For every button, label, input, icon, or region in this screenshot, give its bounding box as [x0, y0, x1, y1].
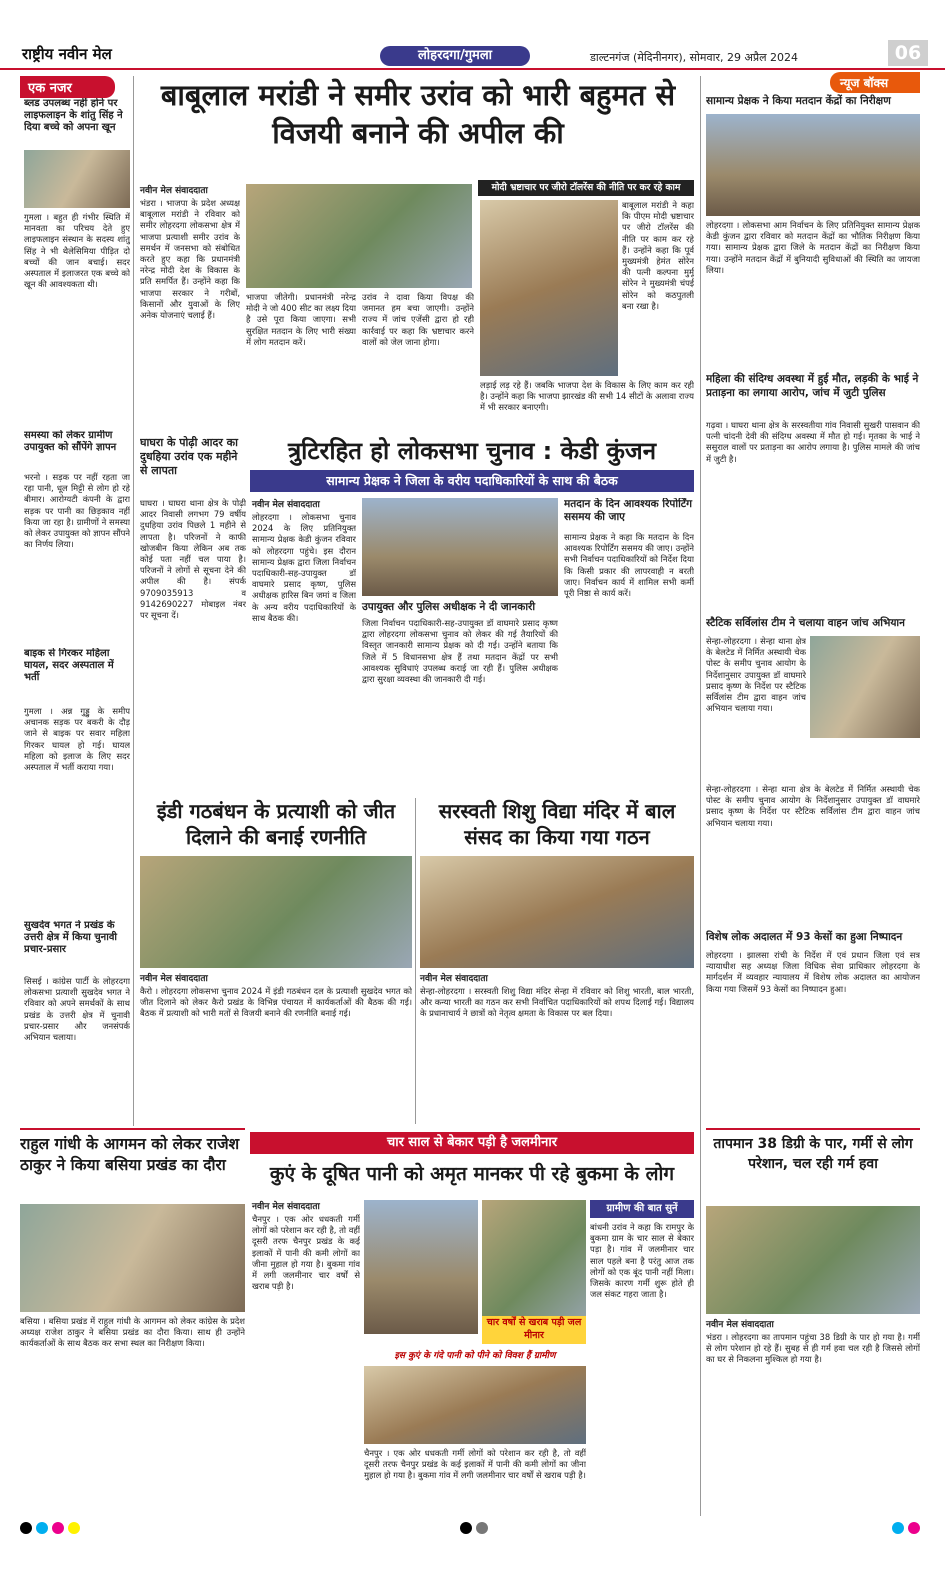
- kedi-byline: नवीन मेल संवाददाता: [252, 500, 320, 510]
- left-box-title-wrap: [20, 76, 115, 98]
- ghaghra-body: घाघरा । घाघरा थाना क्षेत्र के पोढ़ी आदर निवासी लगभग 79 वर्षीय दुधहिया उरांव पिछले 1 महीने से लापता है। परिजनों ने काफी खोजबीन किया लेकिन अब तक कोई पता नहीं चल पाया है। परिजनों ने लोगों से सूचना देने की अपील की है। संपर्क 9709035913 व 9142690227 मोबाइल नंबर पर सूचना दें।: [140, 498, 246, 621]
- kedi-side-body: सामान्य प्रेक्षक ने कहा कि मतदान के दिन आवश्यक रिपोर्टिंग ससमय की जाए। उन्होंने सभी निर्वाचन पदाधिकारियों को निर्देश दिया कि किसी प्रकार की लापरवाही न बरती जाए। निर्वाचन कार्य में शामिल सभी कर्मी पूरी निष्ठा से कार्य करें।: [564, 532, 694, 599]
- lead-body: भंडरा । भाजपा के प्रदेश अध्यक्ष बाबूलाल मरांडी ने रविवार को समीर लोहरदगा लोकसभा क्षेत्र में भाजपा प्रत्याशी समीर उरांव के समर्थन में जनसभा को संबोधित करते हुए कहा कि प्रधानमंत्री नरेन्द्र मोदी देश के विकास के प्रति समर्पित हैं। उन्होंने कहा कि भाजपा सरकार ने गरीबों, किसानों और युवाओं के लिए अनेक योजनाएं चलाई हैं।: [140, 198, 240, 321]
- left-story4-headline: सुखदेव भगत ने प्रखंड के उत्तरी क्षेत्र में किया चुनावी प्रचार-प्रसार: [24, 920, 117, 955]
- lead-photo: [246, 184, 472, 288]
- column-rule-right: [700, 76, 701, 1516]
- lead-side-photo: [480, 200, 618, 376]
- right-story4-headline: विशेष लोक अदालत में 93 केसों का हुआ निष्पादन: [706, 931, 903, 943]
- left-story1-headline: ब्लड उपलब्ध नहीं होने पर लाइफलाइन के शांतु सिंह ने दिया बच्चे को अपना खून: [24, 98, 123, 133]
- right-story4-body: लोहरदगा । झालसा रांची के निर्देश में एवं प्रधान जिला एवं सत्र न्यायाधीश सह अध्यक्ष जिला विधिक सेवा प्राधिकार लोहरदगा के मार्गदर्शन में व्यवहार न्यायालय में विशेष लोक अदालत का आयोजन किया गया जिसमें 93 केसों का निष्पादन हुआ।: [706, 950, 920, 994]
- kedi-body-2: जिला निर्वाचन पदाधिकारी-सह-उपायुक्त डॉ वाघमारे प्रसाद कृष्ण द्वारा लोहरदगा लोकसभा चुनाव को लेकर की गई तैयारियों की विस्तृत जानकारी सामान्य प्रेक्षक को दी गई। उन्होंने बताया कि जिले में 5 विधानसभा क्षेत्र हैं तथा मतदान केंद्रों पर सभी आवश्यक सुविधाएं उपलब्ध कराई जा रही हैं। पुलिस अधीक्षक द्वारा सुरक्षा व्यवस्था की जानकारी दी गई।: [362, 618, 558, 685]
- well-body-continued: चैनपुर । एक ओर धधकती गर्मी लोगों को परेशान कर रही है, तो वहीं दूसरी तरफ चैनपुर प्रखंड के कई इलाकों में पानी की कमी लोगों का जीना मुहाल हो गया है। बुकमा गांव में लगी जलमीनार चार वर्षों से खराब पड़ी है।: [364, 1448, 586, 1481]
- lead-body-2: भाजपा जीतेगी। प्रधानमंत्री नरेन्द्र मोदी ने जो 400 सीट का लक्ष्य दिया है उसे पूरा किया जाएगा। सभी सुरक्षित मतदान के लिए भारी संख्या में लोग मतदान करें।: [246, 292, 356, 347]
- color-swatch-cyan: [36, 1522, 48, 1534]
- right-story5-headline: तापमान 38 डिग्री के पार, गर्मी से लोग परेशान, चल रही गर्म हवा: [713, 1136, 913, 1172]
- left-box-title: एक नजर: [20, 76, 115, 98]
- left-story3-body: गुमला । अन्न गुड्डु के समीप अचानक सड़क पर बकरी के दौड़ जाने से बाइक पर सवार महिला गिरकर घायल हो गई। घायल महिला को इलाज के लिए सदर अस्पताल में भर्ती कराया गया।: [24, 706, 130, 773]
- lead-body-3: उरांव ने दावा किया विपक्ष की जमानत हम बचा जाएगी। उन्होंने राज्य में जांच एजेंसी द्वारा हो रही कार्रवाई पर कहा कि भ्रष्टाचार करने वालों को जेल जाना होगा।: [362, 292, 474, 347]
- right-story1-body: लोहरदगा । लोकसभा आम निर्वाचन के लिए प्रतिनियुक्त सामान्य प्रेक्षक केडी कुंजन द्वारा रविवार को मतदान केंद्रों का भौतिक निरीक्षण किया गया। सामान्य प्रेक्षक द्वारा जिले के मतदान केंद्रों का निरीक्षण किया गया। उन्होंने मतदान केंद्रों में बुनियादी सुविधाओं की स्थिति का जायजा लिया।: [706, 220, 920, 275]
- kedi-side-headline: मतदान के दिन आवश्यक रिपोर्टिंग ससमय की जाए: [564, 498, 693, 523]
- india-photo: [140, 856, 412, 968]
- left-story2-headline: समस्या को लेकर ग्रामीण उपायुक्त को सौंपेंगे ज्ञापन: [24, 430, 117, 453]
- color-swatch-cyan-right: [892, 1522, 904, 1534]
- india-headline: इंडी गठबंधन के प्रत्याशी को जीत दिलाने की बनाई रणनीति: [156, 799, 396, 849]
- masthead: राष्ट्रीय नवीन मेल: [22, 45, 112, 63]
- rahul-photo: [20, 1204, 245, 1312]
- kedi-photo-caption: उपायुक्त और पुलिस अधीक्षक ने दी जानकारी: [362, 601, 536, 613]
- well-body: चैनपुर । एक ओर धधकती गर्मी लोगों को परेशान कर रही है, तो वहीं दूसरी तरफ चैनपुर प्रखंड के कई इलाकों में पानी की कमी लोगों का जीना मुहाल हो गया है। बुकमा गांव में लगी जलमीनार चार वर्षों से खराब पड़ी है।: [252, 1214, 360, 1292]
- well-photo-3: [364, 1366, 586, 1444]
- well-band: चार साल से बेकार पड़ी है जलमीनार: [250, 1132, 694, 1154]
- left-story1-body: गुमला । बहुत ही गंभीर स्थिति में मानवता का परिचय देते हुए लाइफलाइन संस्थान के सदस्य शांतु सिंह ने भी थैलेसिमिया पीड़ित दो बच्चों की जान बचाई। सदर अस्पताल में इलाजरत एक बच्चे को खून की आवश्यकता थी।: [24, 212, 130, 290]
- page-number: 06: [888, 40, 928, 66]
- well-byline: नवीन मेल संवाददाता: [252, 1202, 320, 1212]
- right-story5-byline: नवीन मेल संवाददाता: [706, 1320, 774, 1330]
- column-rule-left: [133, 76, 134, 1126]
- color-swatch-magenta-right: [908, 1522, 920, 1534]
- registration-mark-center: [460, 1522, 472, 1534]
- kedi-headline: त्रुटिरहित हो लोकसभा चुनाव : केडी कुंजन: [287, 437, 657, 465]
- saraswati-body: सेन्हा-लोहरदगा । सरस्वती शिशु विद्या मंदिर सेन्हा में रविवार को शिशु भारती, बाल भारती, और कन्या भारती का गठन कर सभी निर्वाचित पदाधिकारियों को शपथ दिलाई गई। विद्यालय के प्रधानाचार्य ने छात्रों को नेतृत्व क्षमता के विकास पर बल दिया।: [420, 986, 694, 1019]
- lead-byline: नवीन मेल संवाददाता: [140, 186, 208, 196]
- rahul-body: बसिया । बसिया प्रखंड में राहुल गांधी के आगमन को लेकर कांग्रेस के प्रदेश अध्यक्ष राजेश ठाकुर ने बसिया प्रखंड का दौरा किया। साथ ही उन्होंने कार्यकर्ताओं के साथ बैठक कर सभा स्थल का निरीक्षण किया।: [20, 1316, 245, 1349]
- well-headline: कुएं के दूषित पानी को अमृत मानकर पी रहे बुकमा के लोग: [269, 1163, 675, 1185]
- right-story3-photo: [810, 636, 920, 738]
- section-label: लोहरदगा/गुमला: [380, 46, 530, 66]
- right-story3-body-continued: सेन्हा-लोहरदगा । सेन्हा थाना क्षेत्र के बेलटेड में निर्मित अस्थायी चेक पोस्ट के समीप चुनाव आयोग के निर्देशानुसार उपायुक्त डॉ वाघमारे प्रसाद कृष्ण के निर्देश पर स्टैटिक सर्विलांस टीम द्वारा वाहन जांच अभियान चलाया गया।: [706, 784, 920, 828]
- color-swatch-magenta: [52, 1522, 64, 1534]
- well-photo-caption: इस कुएं के गंदे पानी को पीने को विवश हैं ग्रामीण: [394, 1351, 556, 1361]
- right-story3-headline: स्टैटिक सर्विलांस टीम ने चलाया वाहन जांच अभियान: [706, 617, 905, 629]
- right-story1-headline: सामान्य प्रेक्षक ने किया मतदान केंद्रों का निरीक्षण: [706, 95, 891, 107]
- right-story3-body: सेन्हा-लोहरदगा । सेन्हा थाना क्षेत्र के बेलटेड में निर्मित अस्थायी चेक पोस्ट के समीप चुनाव आयोग के निर्देशानुसार उपायुक्त डॉ वाघमारे प्रसाद कृष्ण के निर्देश पर स्टैटिक सर्विलांस टीम द्वारा वाहन जांच अभियान चलाया गया।: [706, 636, 806, 714]
- right-box-title: न्यूज बॉक्स: [830, 72, 920, 93]
- well-side-headline: ग्रामीण की बात सुनें: [590, 1200, 694, 1218]
- right-story5-rule: [706, 1128, 920, 1130]
- dateline: डाल्टनगंज (मेदिनीनगर), सोमवार, 29 अप्रैल 2024: [590, 51, 799, 64]
- print-color-bar: [20, 1522, 920, 1534]
- column-rule-mid: [415, 798, 416, 1124]
- lead-headline: बाबूलाल मरांडी ने समीर उरांव को भारी बहुमत से विजयी बनाने की अपील की: [160, 78, 676, 150]
- left-story1-photo: [24, 150, 130, 208]
- india-byline: नवीन मेल संवाददाता: [140, 974, 208, 984]
- lead-side-headline: मोदी भ्रष्टाचार पर जीरो टॉलरेंस की नीति पर कर रहे काम: [478, 180, 694, 196]
- rahul-rule: [20, 1128, 245, 1130]
- saraswati-headline: सरस्वती शिशु विद्या मंदिर में बाल संसद का किया गया गठन: [438, 799, 676, 849]
- saraswati-photo: [420, 856, 694, 968]
- lead-side-body-2: लड़ाई लड़ रहे हैं। जबकि भाजपा देश के विकास के लिए काम कर रही है। उन्होंने कहा कि भाजपा झारखंड की सभी 14 सीटों के अलावा राज्य में भी सरकार बनाएगी।: [480, 380, 694, 413]
- left-story4-body: सिसई । कांग्रेस पार्टी के लोहरदगा लोकसभा प्रत्याशी सुखदेव भगत ने रविवार को अपने समर्थकों के साथ प्रखंड के उत्तरी क्षेत्र में चुनावी प्रचार-प्रसार और जनसंपर्क अभियान चलाया।: [24, 976, 130, 1043]
- color-swatch-gray: [476, 1522, 488, 1534]
- right-story5-photo: [706, 1206, 920, 1314]
- saraswati-byline: नवीन मेल संवाददाता: [420, 974, 488, 984]
- rahul-headline: राहुल गांधी के आगमन को लेकर राजेश ठाकुर ने किया बसिया प्रखंड का दौरा: [20, 1135, 240, 1174]
- kedi-body: लोहरदगा । लोकसभा चुनाव 2024 के लिए प्रतिनियुक्त सामान्य प्रेक्षक केडी कुंजन रविवार को लोहरदगा पहुंचे। इस दौरान सामान्य प्रेक्षक द्वारा जिला निर्वाचन पदाधिकारी-सह-उपायुक्त डॉ वाघमारे प्रसाद कृष्ण, पुलिस अधीक्षक हारिस बिन जमां व जिला के अन्य वरीय पदाधिकारियों के साथ बैठक की।: [252, 512, 356, 623]
- well-photo-2: [482, 1200, 586, 1334]
- ghaghra-headline: घाघरा के पोढ़ी आदर का दुधहिया उरांव एक महीने से लापता: [140, 436, 238, 477]
- right-story1-photo: [706, 114, 920, 216]
- right-story5-body: भंडरा । लोहरदगा का तापमान पहुंचा 38 डिग्री के पार हो गया है। गर्मी से लोग परेशान हो रहे हैं। सुबह से ही गर्म हवा चल रही है जिससे लोगों का घर से निकलना मुश्किल हो गया है।: [706, 1332, 920, 1365]
- india-body: कैरो । लोहरदगा लोकसभा चुनाव 2024 में इंडी गठबंधन दल के प्रत्याशी सुखदेव भगत को जीत दिलाने को लेकर कैरो प्रखंड के विभिन्न पंचायत में कार्यकर्ताओं की बैठक की गई। बैठक में प्रत्याशी को भारी मतों से विजयी बनाने की रणनीति बनाई गई।: [140, 986, 412, 1019]
- kedi-subhead: सामान्य प्रेक्षक ने जिला के वरीय पदाधिकारियों के साथ की बैठक: [250, 470, 694, 492]
- registration-mark: [20, 1522, 32, 1534]
- well-side-body: बांधनी उरांव ने कहा कि रामपुर के बुकमा ग्राम के चार साल से बेकार पड़ा है। गांव में जलमीनार चार साल पहले बना है परंतु आज तक लोगों को एक बूंद पानी नहीं मिला। जिसके कारण गर्मी शुरू होते ही जल संकट गहरा जाता है।: [590, 1222, 694, 1300]
- right-story2-body: गढ़वा । घाघरा थाना क्षेत्र के सरस्वतीया गांव निवासी सुखरी पासवान की पत्नी चांदनी देवी की संदिग्ध अवस्था में मौत हो गई। मृतका के भाई ने ससुराल वालों पर प्रताड़ना का आरोप लगाया है। पुलिस मामले की जांच में जुटी है।: [706, 420, 920, 464]
- left-story3-headline: बाइक से गिरकर महिला घायल, सदर अस्पताल में भर्ती: [24, 648, 114, 683]
- lead-side-body: बाबूलाल मरांडी ने कहा कि पीएम मोदी भ्रष्टाचार पर जीरो टॉलरेंस की नीति पर काम कर रहे हैं। उन्होंने कहा कि पूर्व मुख्यमंत्री हेमंत सोरेन की पत्नी कल्पना मुर्मू सोरेन ने मुख्यमंत्री चंपई सोरेन को कठपुतली बना रखा है।: [622, 200, 694, 311]
- kedi-photo: [362, 498, 558, 596]
- color-swatch-yellow: [68, 1522, 80, 1534]
- well-photo-label: चार वर्षों से खराब पड़ी जल मीनार: [482, 1316, 586, 1344]
- well-photo-1: [364, 1200, 478, 1334]
- right-story2-headline: महिला की संदिग्ध अवस्था में हुई मौत, लड़की के भाई ने प्रताड़ना का लगाया आरोप, जांच में जुटी पुलिस: [706, 373, 919, 399]
- left-story2-body: भरनो । सड़क पर नहीं रहता जा रहा पानी, धूल मिट्टी से लोग हो रहे बीमार। आरोग्यटी कंपनी के द्वारा सड़क पर पानी का छिड़काव नहीं किया जा रहा है। ग्रामीणों ने समस्या को लेकर उपायुक्त को ज्ञापन सौंपने का निर्णय लिया।: [24, 472, 130, 550]
- right-box-title-wrap: [830, 72, 920, 93]
